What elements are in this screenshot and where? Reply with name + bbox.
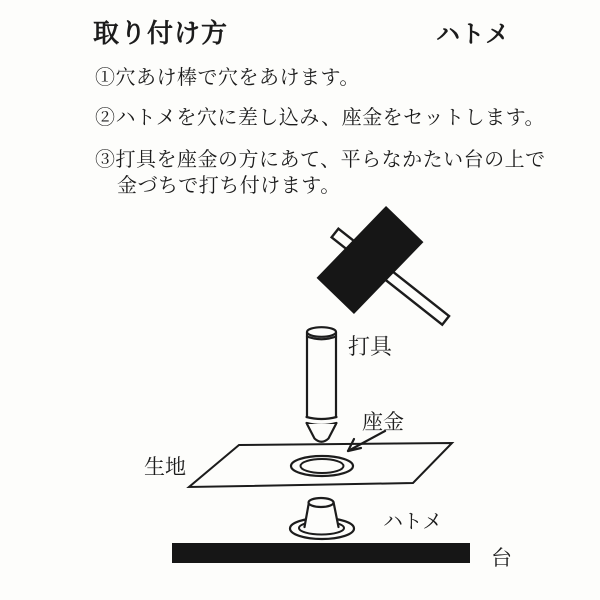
label-base: 台 — [491, 547, 512, 570]
label-eyelet: ハトメ — [383, 511, 443, 533]
instruction-step-2: ②ハトメを穴に差し込み、座金をセットします。 — [95, 107, 545, 129]
label-fabric: 生地 — [144, 456, 186, 479]
instruction-step-1: ①穴あけ棒で穴をあけます。 — [95, 67, 360, 89]
label-washer: 座金 — [362, 411, 404, 434]
punch-tool-icon — [307, 327, 337, 442]
base-board — [172, 543, 470, 563]
label-punch-tool: 打具 — [348, 334, 393, 359]
instruction-step-3-line-2: 金づちで打ち付けます。 — [117, 175, 341, 197]
eyelet-icon — [290, 498, 354, 539]
washer — [291, 456, 353, 476]
product-name: ハトメ — [436, 21, 511, 48]
page-title: 取り付け方 — [93, 18, 229, 48]
hammer-icon — [317, 206, 449, 325]
instruction-step-3-line-1: ③打具を座金の方にあて、平らなかたい台の上で — [95, 149, 546, 171]
